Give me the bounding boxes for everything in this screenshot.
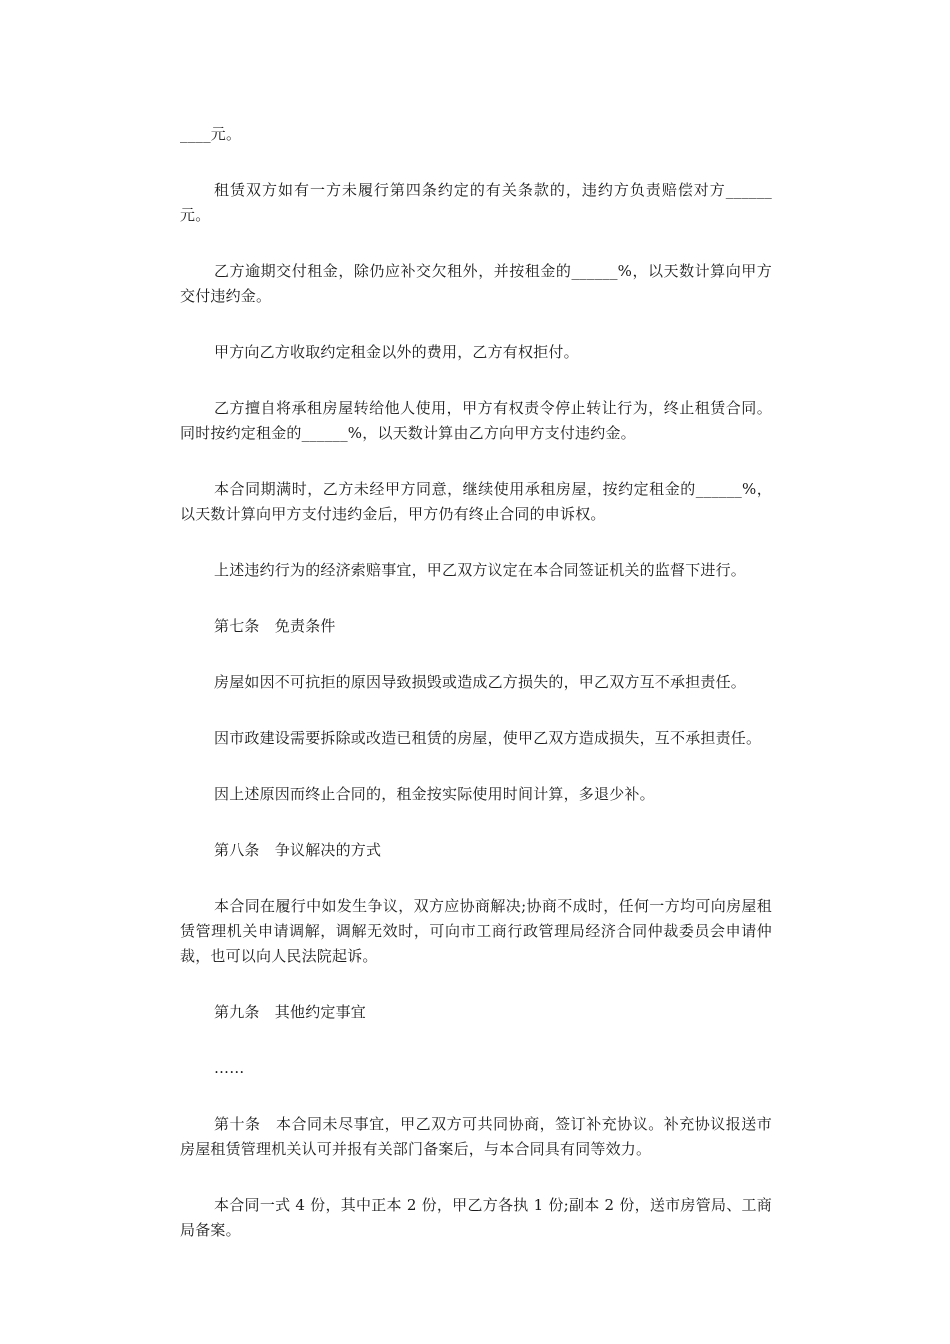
paragraph-ellipsis: …… — [214, 1059, 245, 1077]
paragraph-amount-tail: ____元。 — [180, 125, 242, 143]
paragraph-claims-supervision: 上述违约行为的经济索赔事宜，甲乙双方议定在本合同签证机关的监督下进行。 — [214, 561, 747, 579]
paragraph-sublet-penalty: 乙方擅自将承租房屋转给他人使用，甲方有权责令停止转让行为，终止租赁合同。同时按约定租金的______%，以天数计算由乙方向甲方支付违约金。 — [180, 399, 772, 442]
document-page — [180, 122, 772, 1274]
paragraph-copies: 本合同一式 4 份，其中正本 2 份，甲乙方各执 1 份;副本 2 份，送市房管局、工商局备案。 — [180, 1196, 772, 1239]
paragraph-rent-settlement: 因上述原因而终止合同的，租金按实际使用时间计算，多退少补。 — [214, 785, 655, 803]
paragraph-municipal-demolition: 因市政建设需要拆除或改造已租赁的房屋，使甲乙双方造成损失，互不承担责任。 — [214, 729, 762, 747]
paragraph-late-rent-penalty: 乙方逾期交付租金，除仍应补交欠租外，并按租金的______%，以天数计算向甲方交付违约金。 — [180, 262, 772, 305]
article-9-heading: 第九条 其他约定事宜 — [214, 1003, 367, 1021]
paragraph-dispute-resolution: 本合同在履行中如发生争议，双方应协商解决;协商不成时，任何一方均可向房屋租赁管理机关申请调解，调解无效时，可向市工商行政管理局经济合同仲裁委员会申请仲裁，也可以向人民法院起诉。 — [180, 897, 772, 965]
article-8-heading: 第八条 争议解决的方式 — [214, 841, 382, 859]
paragraph-extra-fees: 甲方向乙方收取约定租金以外的费用，乙方有权拒付。 — [214, 343, 579, 361]
paragraph-overstay-penalty: 本合同期满时，乙方未经甲方同意，继续使用承租房屋，按约定租金的______%，以天数计算向甲方支付违约金后，甲方仍有终止合同的申诉权。 — [180, 480, 772, 523]
article-10-paragraph: 第十条 本合同未尽事宜，甲乙双方可共同协商，签订补充协议。补充协议报送市房屋租赁管理机关认可并报有关部门备案后，与本合同具有同等效力。 — [180, 1115, 772, 1158]
article-7-heading: 第七条 免责条件 — [214, 617, 336, 635]
paragraph-breach-compensation: 租赁双方如有一方未履行第四条约定的有关条款的，违约方负责赔偿对方______元。 — [180, 181, 772, 224]
paragraph-force-majeure: 房屋如因不可抗拒的原因导致损毁或造成乙方损失的，甲乙双方互不承担责任。 — [214, 673, 747, 691]
